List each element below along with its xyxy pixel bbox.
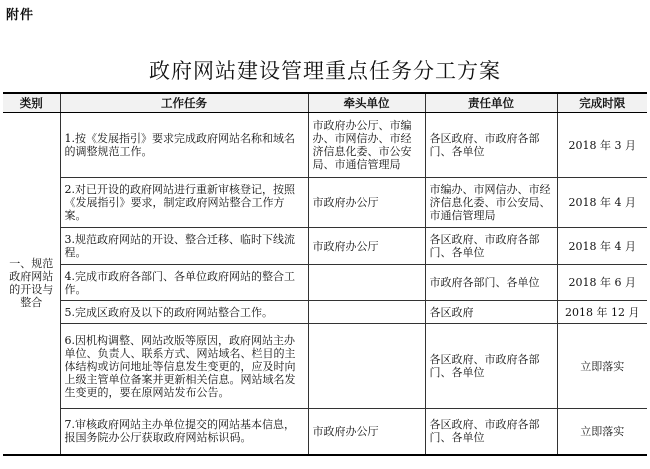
table-row <box>3 409 647 455</box>
lead-unit-cell: 市政府办公厅 <box>308 409 425 455</box>
lead-unit-cell: 市政府办公厅 <box>308 178 425 228</box>
attachment-label: 附件 <box>6 8 35 23</box>
column-header-responsible-unit: 责任单位 <box>425 93 557 113</box>
column-header-lead-unit: 牵头单位 <box>308 93 425 113</box>
deadline-cell: 2018 年 4 月 <box>557 178 647 228</box>
table-row <box>3 301 647 324</box>
table-row <box>3 113 647 178</box>
responsible-unit-cell: 市编办、市网信办、市经济信息化委、市公安局、市通信管理局 <box>425 178 557 228</box>
table-row <box>3 324 647 409</box>
task-cell: 1.按《发展指引》要求完成政府网站名称和域名的调整规范工作。 <box>60 113 308 178</box>
task-cell: 5.完成区政府及以下的政府网站整合工作。 <box>60 301 308 324</box>
column-header-task: 工作任务 <box>60 93 308 113</box>
responsible-unit-cell: 各区政府、市政府各部门、各单位 <box>425 228 557 265</box>
deadline-cell: 2018 年 12 月 <box>557 301 647 324</box>
deadline-cell: 2018 年 3 月 <box>557 113 647 178</box>
task-allocation-table <box>3 92 647 456</box>
lead-unit-cell: 市政府办公厅 <box>308 228 425 265</box>
deadline-cell: 2018 年 4 月 <box>557 228 647 265</box>
table-row <box>3 178 647 228</box>
deadline-cell: 立即落实 <box>557 324 647 409</box>
column-header-deadline: 完成时限 <box>557 93 647 113</box>
lead-unit-cell <box>308 324 425 409</box>
document-title: 政府网站建设管理重点任务分工方案 <box>149 59 501 83</box>
deadline-cell: 立即落实 <box>557 409 647 455</box>
lead-unit-cell <box>308 265 425 301</box>
task-cell: 3.规范政府网站的开设、整合迁移、临时下线流程。 <box>60 228 308 265</box>
lead-unit-cell <box>308 301 425 324</box>
responsible-unit-cell: 市政府各部门、各单位 <box>425 265 557 301</box>
responsible-unit-cell: 各区政府、市政府各部门、各单位 <box>425 113 557 178</box>
lead-unit-cell: 市政府办公厅、市编办、市网信办、市经济信息化委、市公安局、市通信管理局 <box>308 113 425 178</box>
deadline-cell: 2018 年 6 月 <box>557 265 647 301</box>
table-row <box>3 228 647 265</box>
task-cell: 2.对已开设的政府网站进行重新审核登记，按照《发展指引》要求，制定政府网站整合工作方案。 <box>60 178 308 228</box>
task-cell: 4.完成市政府各部门、各单位政府网站的整合工作。 <box>60 265 308 301</box>
task-cell: 7.审核政府网站主办单位提交的网站基本信息，报国务院办公厅获取政府网站标识码。 <box>60 409 308 455</box>
table-row <box>3 265 647 301</box>
responsible-unit-cell: 各区政府、市政府各部门、各单位 <box>425 409 557 455</box>
column-header-category: 类别 <box>3 93 60 113</box>
responsible-unit-cell: 各区政府 <box>425 301 557 324</box>
task-cell: 6.因机构调整、网站改版等原因，政府网站主办单位、负责人、联系方式、网站域名、栏目的主体结构或访问地址等信息发生变更的，应及时向上级主管单位备案并更新相关信息。网站域名发生变更的，要在原网站发布公告。 <box>60 324 308 409</box>
category-cell: 一、规范政府网站的开设与整合 <box>3 113 60 455</box>
responsible-unit-cell: 各区政府、市政府各部门、各单位 <box>425 324 557 409</box>
table-header-row <box>3 93 647 113</box>
